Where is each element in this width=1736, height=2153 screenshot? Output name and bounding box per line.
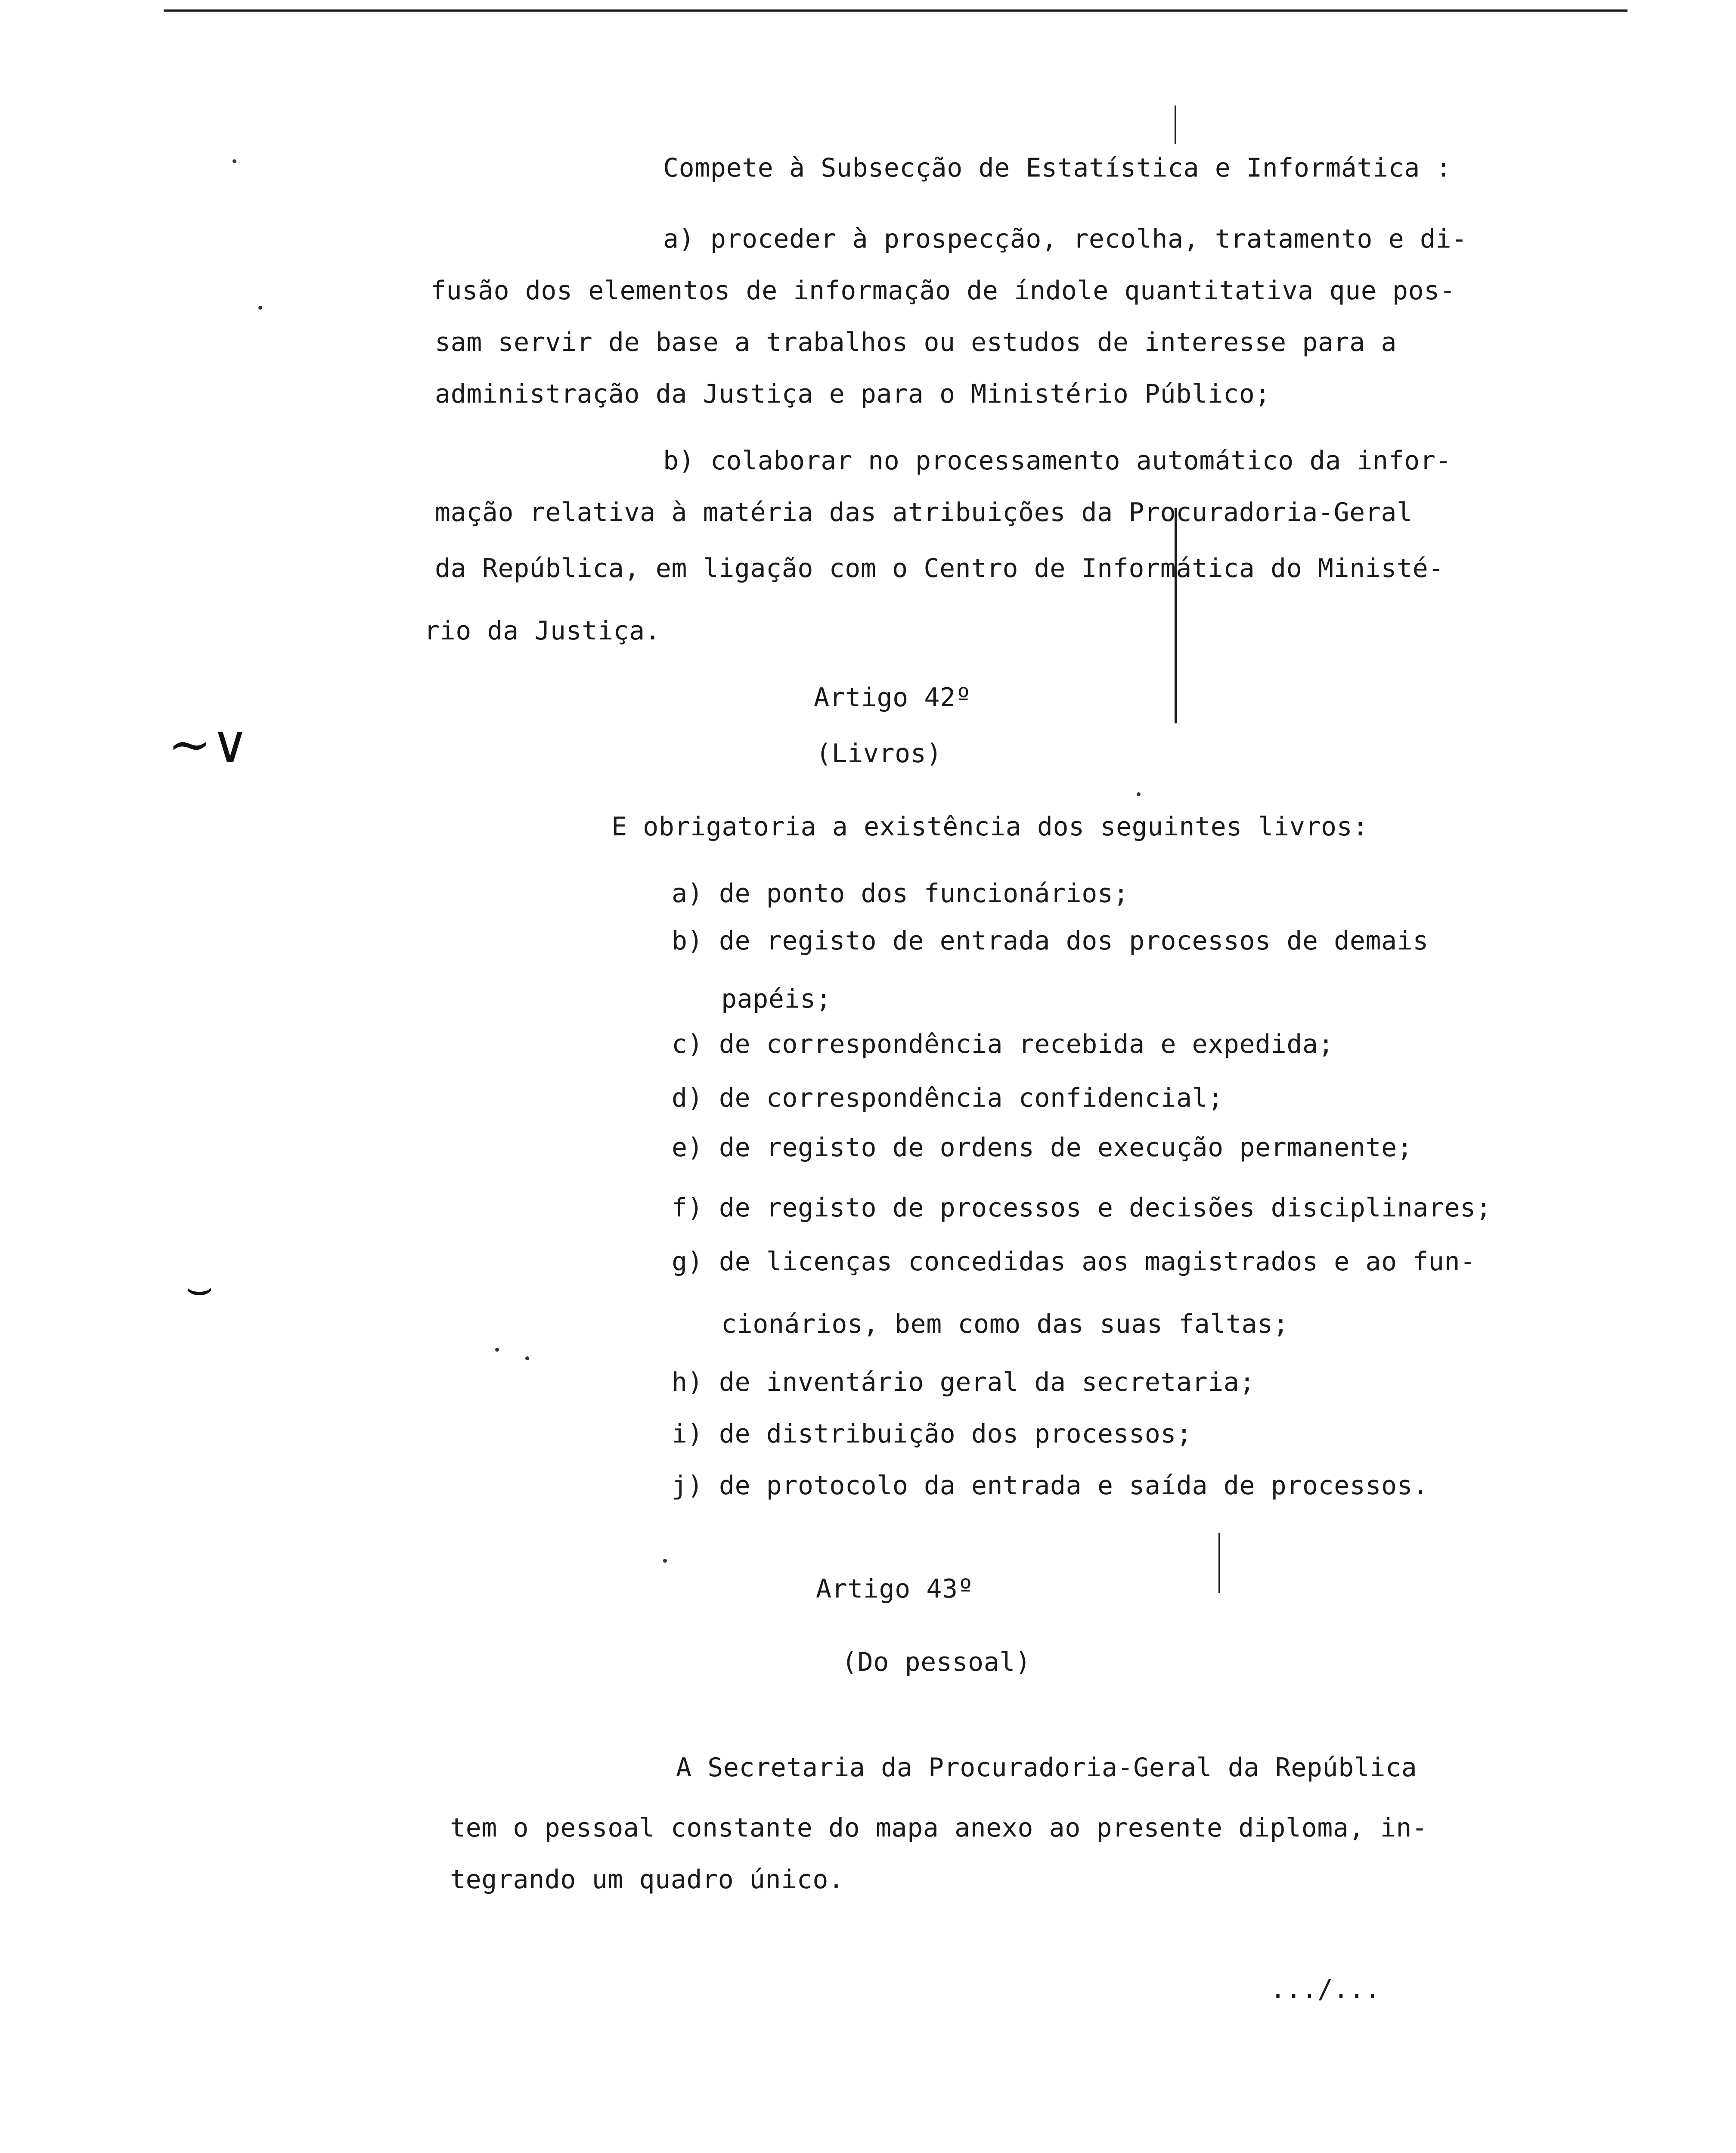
margin-vertical-mark: [1175, 508, 1177, 723]
book-list-item: c) de correspondência recebida e expedida;: [672, 1029, 1334, 1059]
section-intro: Compete à Subsecção de Estatística e Informática :: [663, 153, 1452, 183]
book-list-item: b) de registo de entrada dos processos de demais: [672, 926, 1429, 956]
scan-speck: [495, 1348, 499, 1352]
book-list-item: d) de correspondência confidencial;: [672, 1083, 1224, 1113]
article-43-title: Artigo 43º: [816, 1574, 974, 1604]
book-list-item: i) de distribuição dos processos;: [672, 1419, 1192, 1449]
margin-vertical-mark: [1175, 105, 1176, 144]
scan-speck: [525, 1356, 529, 1360]
handwritten-mark-icon: ⌣: [185, 1262, 214, 1312]
article-43-text-line: tegrando um quadro único.: [450, 1864, 844, 1895]
top-rule: [164, 9, 1628, 12]
paragraph-b-line: mação relativa à matéria das atribuições da Procuradoria-Geral: [435, 497, 1413, 527]
book-list-item: j) de protocolo da entrada e saída de processos.: [672, 1470, 1429, 1501]
paragraph-a-line: a) proceder à prospecção, recolha, tratamento e di-: [663, 224, 1467, 254]
article-42-title: Artigo 42º: [814, 683, 972, 713]
article-43-subtitle: (Do pessoal): [842, 1647, 1031, 1677]
paragraph-a-line: sam servir de base a trabalhos ou estudos de interesse para a: [435, 327, 1397, 357]
article-42-intro: E obrigatoria a existência dos seguintes livros:: [611, 812, 1368, 842]
article-43-text-line: tem o pessoal constante do mapa anexo ao presente diploma, in-: [450, 1813, 1428, 1843]
paragraph-b-line: rio da Justiça.: [424, 616, 661, 646]
book-list-item: g) de licenças concedidas aos magistrados e ao fun-: [672, 1247, 1476, 1277]
paragraph-a-line: administração da Justiça e para o Ministério Público;: [435, 379, 1271, 409]
book-list-item: f) de registo de processos e decisões disciplinares;: [672, 1193, 1492, 1223]
paragraph-b-line: da República, em ligação com o Centro de Informática do Ministé-: [435, 553, 1444, 583]
paragraph-a-line: fusão dos elementos de informação de índole quantitativa que pos-: [431, 276, 1456, 306]
article-43-text-line: A Secretaria da Procuradoria-Geral da República: [676, 1753, 1417, 1783]
scan-speck: [663, 1559, 667, 1563]
book-list-item: papéis;: [721, 984, 832, 1014]
scan-speck: [258, 306, 262, 310]
margin-vertical-mark: [1218, 1533, 1220, 1593]
book-list-item: cionários, bem como das suas faltas;: [721, 1309, 1289, 1339]
scan-speck: [232, 159, 236, 163]
handwritten-mark-icon: ~∨: [168, 715, 249, 775]
book-list-item: e) de registo de ordens de execução permanente;: [672, 1132, 1413, 1163]
article-42-subtitle: (Livros): [816, 738, 942, 769]
paragraph-b-line: b) colaborar no processamento automático da infor-: [663, 446, 1452, 476]
continuation-marker: .../...: [1270, 1974, 1381, 2004]
book-list-item: a) de ponto dos funcionários;: [672, 878, 1129, 909]
scan-speck: [1137, 792, 1141, 796]
book-list-item: h) de inventário geral da secretaria;: [672, 1367, 1256, 1397]
